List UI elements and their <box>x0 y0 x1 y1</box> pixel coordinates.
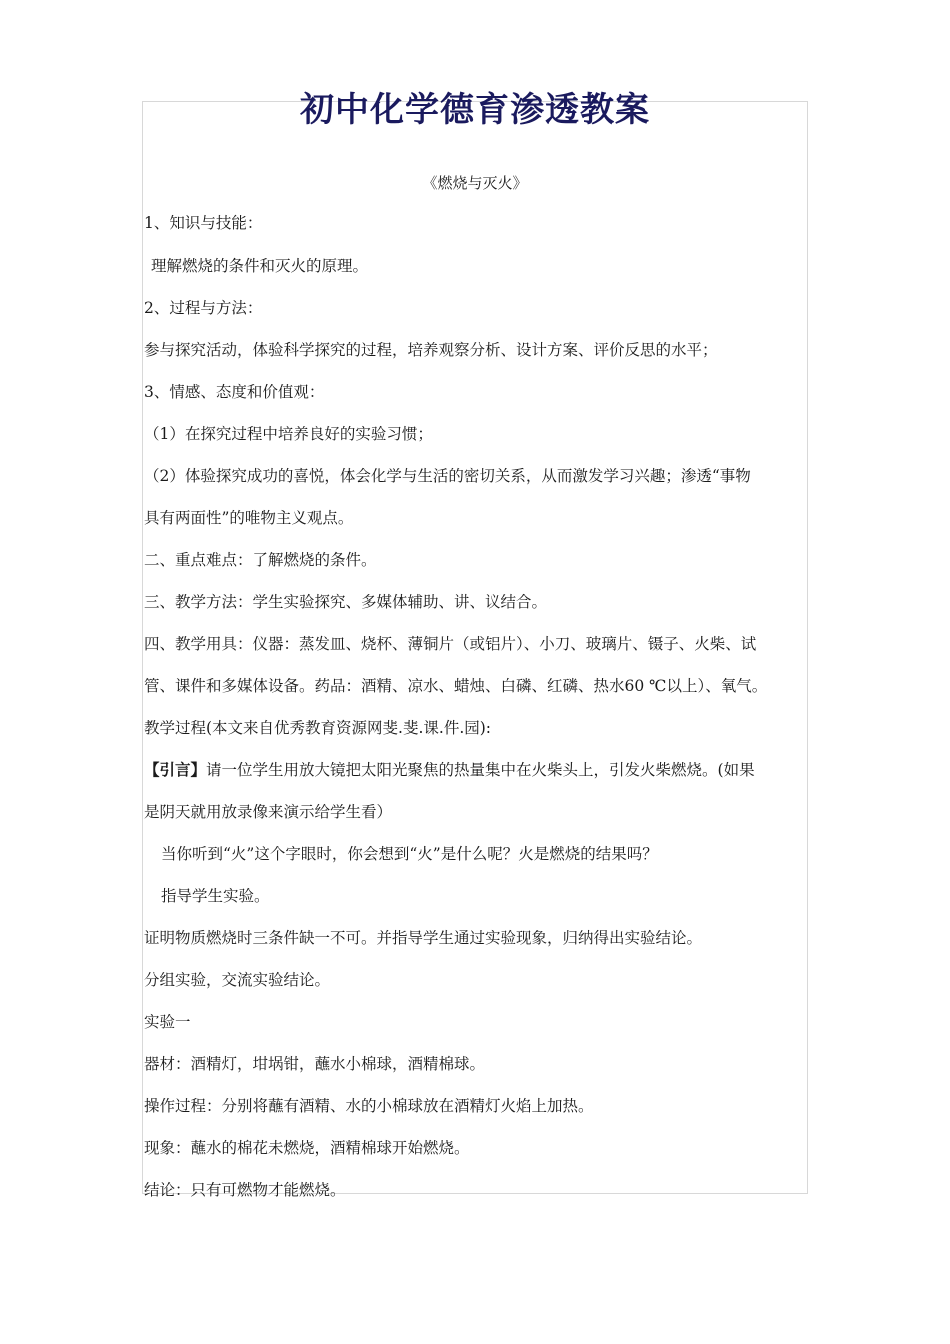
paragraph-line: 指导学生实验。 <box>161 887 270 905</box>
section-heading-tools: 四、教学用具：仪器：蒸发皿、烧杯、薄铜片（或铝片）、小刀、玻璃片、镊子、火柴、试 <box>144 635 757 653</box>
page-title: 初中化学德育渗透教案 <box>300 90 650 130</box>
paragraph-line: 器材：酒精灯，坩埚钳，蘸水小棉球，酒精棉球。 <box>144 1055 486 1073</box>
intro-tag: 【引言】 <box>144 760 207 779</box>
section-heading-key-points: 二、重点难点：了解燃烧的条件。 <box>144 551 377 569</box>
paragraph-line: 具有两面性”的唯物主义观点。 <box>144 509 354 527</box>
paragraph-line: 理解燃烧的条件和灭火的原理。 <box>151 257 369 275</box>
section-heading-values: 3、情感、态度和价值观： <box>144 383 325 401</box>
paragraph-line: 现象：蘸水的棉花未燃烧，酒精棉球开始燃烧。 <box>144 1139 470 1157</box>
paragraph-line: （2）体验探究成功的喜悦，体会化学与生活的密切关系，从而激发学习兴趣；渗透“事物 <box>144 467 751 485</box>
intro-text: 请一位学生用放大镜把太阳光聚焦的热量集中在火柴头上，引发火柴燃烧。(如果 <box>206 761 755 779</box>
section-heading-knowledge: 1、知识与技能： <box>144 214 263 232</box>
section-heading-procedure: 教学过程(本文来自优秀教育资源网斐.斐.课.件.园): <box>144 719 492 737</box>
paragraph-line: 结论：只有可燃物才能燃烧。 <box>144 1181 346 1199</box>
paragraph-line: 是阴天就用放录像来演示给学生看） <box>144 803 393 821</box>
section-heading-methods: 三、教学方法：学生实验探究、多媒体辅助、讲、议结合。 <box>144 593 548 611</box>
paragraph-line: 操作过程：分别将蘸有酒精、水的小棉球放在酒精灯火焰上加热。 <box>144 1097 594 1115</box>
lesson-subtitle: 《燃烧与灭火》 <box>422 174 528 192</box>
paragraph-line: （1）在探究过程中培养良好的实验习惯； <box>144 425 433 443</box>
paragraph-line: 管、课件和多媒体设备。药品：酒精、凉水、蜡烛、白磷、红磷、热水60 ℃以上）、氧气。 <box>144 677 768 695</box>
paragraph-line-intro <box>144 760 755 780</box>
experiment-heading: 实验一 <box>144 1013 191 1031</box>
paragraph-line: 当你听到“火”这个字眼时，你会想到“火”是什么呢？火是燃烧的结果吗？ <box>161 845 658 863</box>
paragraph-line: 分组实验，交流实验结论。 <box>144 971 331 989</box>
paragraph-line: 证明物质燃烧时三条件缺一不可。并指导学生通过实验现象，归纳得出实验结论。 <box>144 929 703 947</box>
section-heading-process: 2、过程与方法： <box>144 299 263 317</box>
paragraph-line: 参与探究活动，体验科学探究的过程，培养观察分析、设计方案、评价反思的水平； <box>144 341 718 359</box>
